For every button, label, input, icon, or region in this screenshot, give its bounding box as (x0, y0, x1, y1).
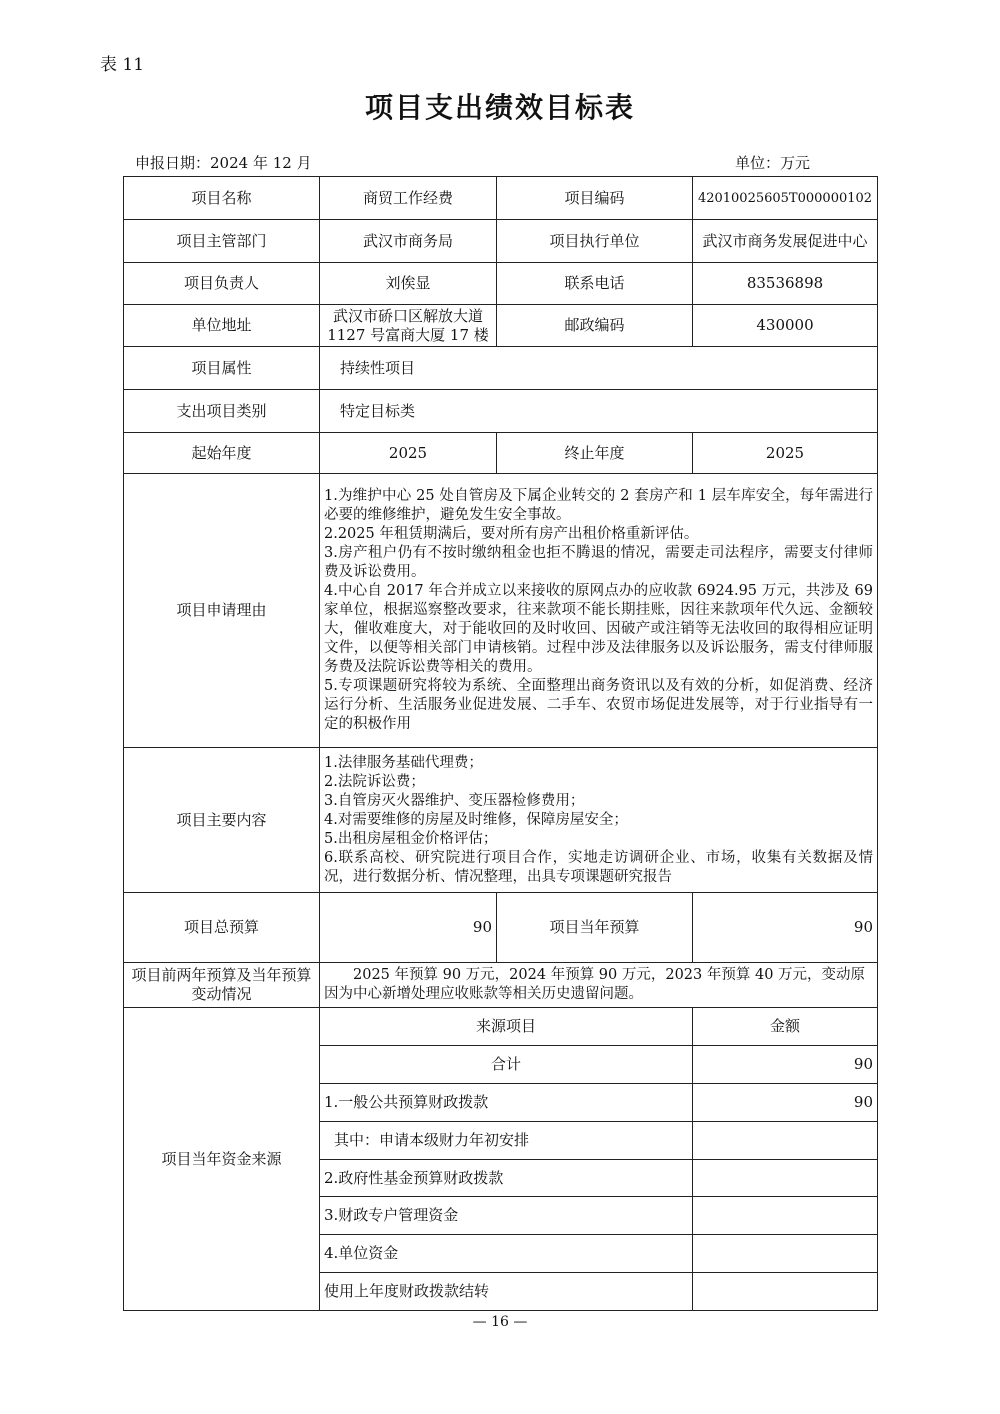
list-item: 1.为维护中心 25 处自管房及下属企业转交的 2 套房产和 1 层车库安全，每年需进行必要的维修维护，避免发生安全事故。 (324, 488, 873, 523)
start-year-value: 2025 (320, 433, 497, 474)
phone-value: 83536898 (693, 263, 878, 305)
funding-amount (693, 1160, 878, 1197)
performance-target-table (123, 176, 878, 1311)
list-item: 6.联系高校、研究院进行项目合作，实地走访调研企业、市场，收集有关数据及情况，进行数据分析、情况整理，出具专项课题研究报告 (324, 849, 873, 885)
current-budget-label: 项目当年预算 (497, 893, 693, 963)
table-row (124, 474, 878, 748)
funding-source: 其中：申请本级财力年初安排 (320, 1122, 693, 1160)
list-item: 4.对需要维修的房屋及时维修，保障房屋安全； (324, 811, 628, 828)
content-label: 项目主要内容 (124, 748, 320, 893)
table-row (124, 893, 878, 963)
page-number: — 16 — (472, 1314, 528, 1330)
table-row (124, 963, 878, 1008)
funding-source: 3.财政专户管理资金 (320, 1197, 693, 1235)
exec-unit-value: 武汉市商务发展促进中心 (693, 220, 878, 263)
unit-label: 单位：万元 (735, 154, 811, 172)
address-label: 单位地址 (124, 305, 320, 347)
funding-source: 2.政府性基金预算财政拨款 (320, 1160, 693, 1197)
list-item: 5.专项课题研究将较为系统、全面整理出商务资讯以及有效的分析，如促消费、经济运行分析、生活服务业促进发展、二手车、农贸市场促进发展等，对于行业指导有一定的积极作用 (324, 678, 873, 732)
funding-label: 项目当年资金来源 (124, 1008, 320, 1311)
project-name-label: 项目名称 (124, 177, 320, 220)
table-number: 表 11 (100, 55, 145, 75)
budget-change-text: 2025 年预算 90 万元，2024 年预算 90 万元，2023 年预算 40 万元，变动原因为中心新增处理应收账款等相关历史遗留问题。 (320, 963, 878, 1008)
table-row (124, 390, 878, 433)
phone-label: 联系电话 (497, 263, 693, 305)
table-row (124, 433, 878, 474)
table-row (124, 305, 878, 347)
address-value: 武汉市硚口区解放大道1127 号富商大厦 17 楼 (320, 305, 497, 347)
list-item: 4.中心自 2017 年合并成立以来接收的原网点办的应收款 6924.95 万元，共涉及 69 家单位，根据巡察整改要求，往来款项不能长期挂账，因往来款项年代久远、金额较大，催收难度大，对于能收回的及时收回、因破产或注销等无法收回的取得相应证明文件，以便等相关部门申请核销。过程中涉及法律服务以及诉讼服务，需支付律师服务费及法院诉讼费等相关的费用。 (324, 583, 873, 675)
list-item: 3.自管房灭火器维护、变压器检修费用； (324, 792, 585, 809)
start-year-label: 起始年度 (124, 433, 320, 474)
table-row (124, 263, 878, 305)
funding-amount: 90 (693, 1084, 878, 1122)
content-text (320, 748, 878, 893)
funding-amount (693, 1197, 878, 1235)
exec-unit-label: 项目执行单位 (497, 220, 693, 263)
page-title: 项目支出绩效目标表 (364, 91, 635, 124)
funding-source-header: 来源项目 (320, 1008, 693, 1046)
funding-source: 4.单位资金 (320, 1235, 693, 1273)
attribute-label: 项目属性 (124, 347, 320, 390)
category-value: 特定目标类 (320, 390, 878, 433)
leader-label: 项目负责人 (124, 263, 320, 305)
reason-text (320, 474, 878, 748)
table-row (124, 347, 878, 390)
list-item: 2.2025 年租赁期满后，要对所有房产出租价格重新评估。 (324, 526, 699, 542)
funding-amount (693, 1235, 878, 1273)
project-code-value: 42010025605T000000102 (693, 177, 878, 220)
funding-source: 使用上年度财政拨款结转 (320, 1273, 693, 1311)
list-item: 2.法院诉讼费； (324, 773, 425, 790)
reason-label: 项目申请理由 (124, 474, 320, 748)
leader-value: 刘俟显 (320, 263, 497, 305)
project-code-label: 项目编码 (497, 177, 693, 220)
funding-source: 1.一般公共预算财政拨款 (320, 1084, 693, 1122)
table-row (124, 220, 878, 263)
total-budget-label: 项目总预算 (124, 893, 320, 963)
end-year-value: 2025 (693, 433, 878, 474)
dept-value: 武汉市商务局 (320, 220, 497, 263)
table-row (124, 1008, 878, 1046)
budget-change-label: 项目前两年预算及当年预算变动情况 (124, 963, 320, 1008)
report-date: 申报日期：2024 年 12 月 (135, 154, 312, 172)
funding-amount (693, 1273, 878, 1311)
table-row (124, 748, 878, 893)
funding-source: 合计 (320, 1046, 693, 1084)
funding-amount-header: 金额 (693, 1008, 878, 1046)
current-budget-value: 90 (693, 893, 878, 963)
list-item: 3.房产租户仍有不按时缴纳租金也拒不腾退的情况，需要走司法程序，需要支付律师费及诉讼费用。 (324, 545, 873, 580)
postcode-value: 430000 (693, 305, 878, 347)
postcode-label: 邮政编码 (497, 305, 693, 347)
total-budget-value: 90 (320, 893, 497, 963)
list-item: 1.法律服务基础代理费； (324, 754, 483, 771)
funding-amount (693, 1122, 878, 1160)
dept-label: 项目主管部门 (124, 220, 320, 263)
funding-amount: 90 (693, 1046, 878, 1084)
category-label: 支出项目类别 (124, 390, 320, 433)
end-year-label: 终止年度 (497, 433, 693, 474)
list-item: 5.出租房屋租金价格评估； (324, 830, 498, 847)
table-row (124, 177, 878, 220)
project-name-value: 商贸工作经费 (320, 177, 497, 220)
attribute-value: 持续性项目 (320, 347, 878, 390)
